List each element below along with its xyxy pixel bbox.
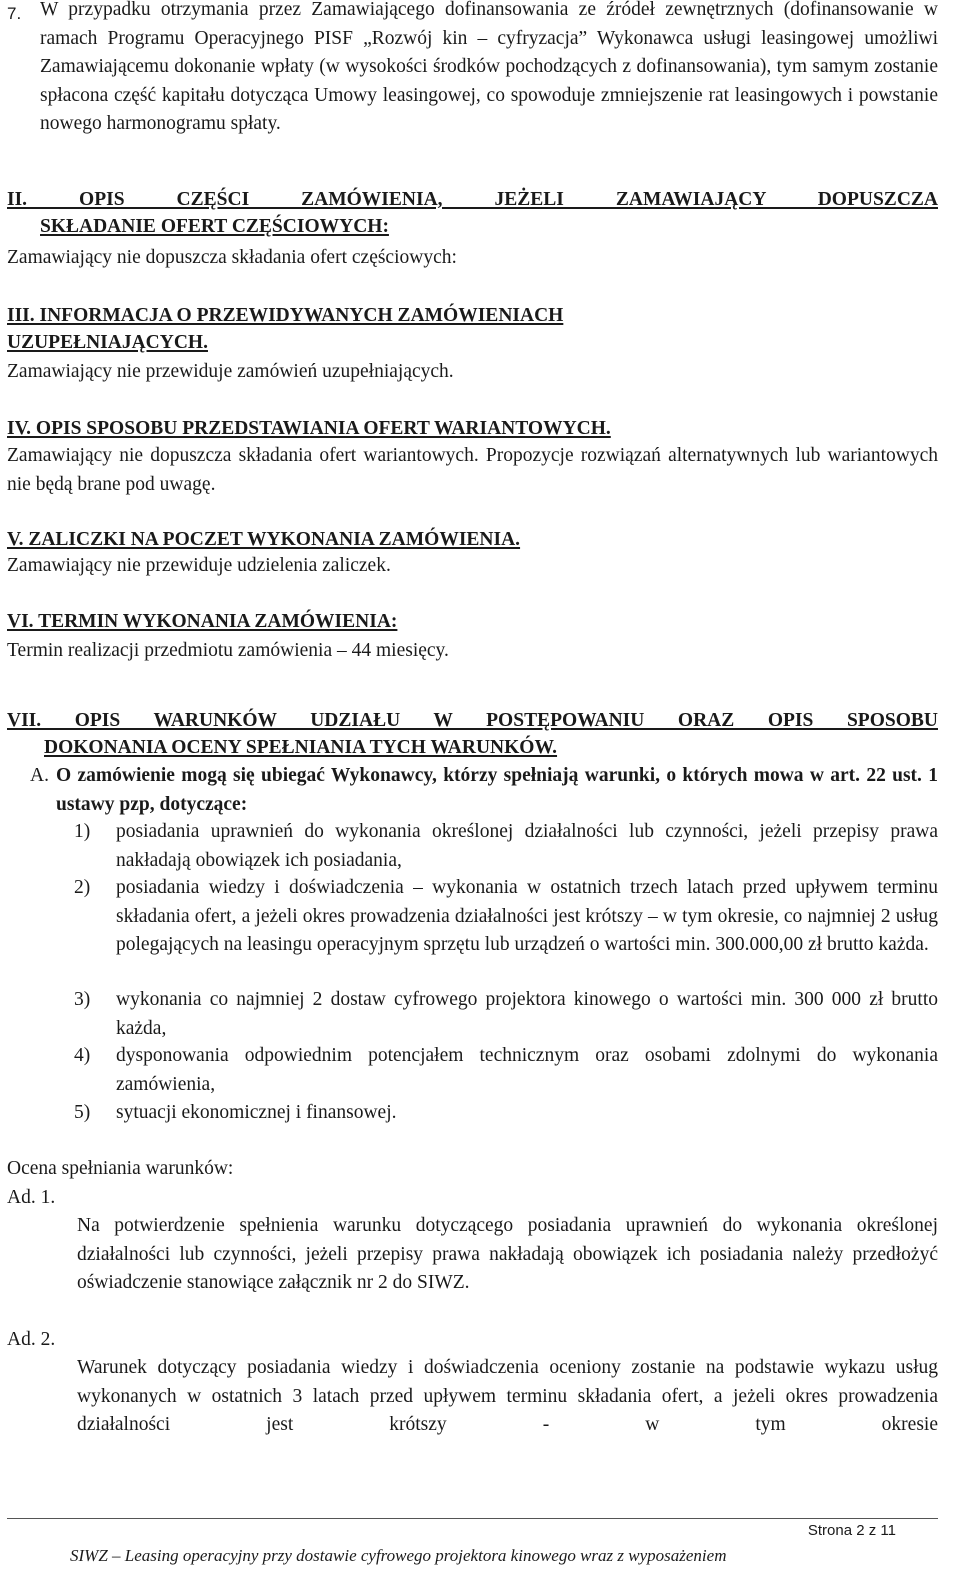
item-7-number: 7. [7, 4, 22, 23]
section-6-heading [7, 608, 938, 635]
item-7-text: W przypadku otrzymania przez Zamawiającego dofinansowania ze źródeł zewnętrznych (dofinansowanie w ramach Programu Operacyjnego PISF „Rozwój kin – cyfryzacja” Wykonawca usługi leasingowej umożliwi Zamawiającemu dokonanie wpłaty (w wysokości środków pochodzących z dofinansowania), tym samym zostanie spłacona część kapitału dotycząca Umowy leasingowej, co spowoduje zmniejszenie rat leasingowych i powstanie nowego harmonogramu spłaty. [40, 0, 938, 135]
ad-2-label: Ad. 2. [7, 1329, 56, 1350]
condition-item-1 [60, 818, 938, 875]
condition-item-3-number: 3) [74, 989, 91, 1010]
condition-item-3-text: wykonania co najmniej 2 dostaw cyfrowego projektora kinowego o wartości min. 300 000 zł brutto każda, [116, 989, 938, 1039]
section-3-heading-line2: UZUPEŁNIAJĄCYCH. [7, 332, 208, 353]
condition-item-5-text: sytuacji ekonomicznej i finansowej. [116, 1102, 397, 1123]
condition-item-2-text: posiadania wiedzy i doświadczenia – wykonania w ostatnich trzech latach przed upływem terminu składania ofert, a jeżeli okres prowadzenia działalności jest krótszy – w tym okresie, co najmniej 2 usług polegających na leasingu operacyjnym sprzętu lub urządzeń o wartości min. 300.000,00 zł brutto każda. [116, 877, 938, 956]
section-2-heading-line2: SKŁADANIE OFERT CZĘŚCIOWYCH: [40, 216, 389, 237]
ad-1-text: Na potwierdzenie spełnienia warunku dotyczącego posiadania uprawnień do wykonania określonej działalności lub czynności, jeżeli przepisy prawa nakładają obowiązek ich posiadania należy przedłożyć oświadczenie stanowiące załącznik nr 2 do SIWZ. [77, 1215, 938, 1294]
condition-a-text: O zamówienie mogą się ubiegać Wykonawcy, którzy spełniają warunki, o których mowa w art. 22 ust. 1 ustawy pzp, dotyczące: [56, 765, 938, 815]
section-3-heading-line1: III. INFORMACJA O PRZEWIDYWANYCH ZAMÓWIENIACH [7, 305, 564, 326]
section-4-text: Zamawiający nie dopuszcza składania ofert wariantowych. Propozycje rozwiązań alternatywnych lub wariantowych nie będą brane pod uwagę. [7, 445, 938, 495]
condition-item-2-number: 2) [74, 877, 91, 898]
page-number: Strona 2 z 11 [807, 1522, 896, 1539]
footer-title: SIWZ – Leasing operacyjny przy dostawie cyfrowego projektora kinowego wraz z wyposażeniem [70, 1546, 727, 1565]
condition-item-4 [60, 1042, 938, 1099]
section-4-heading-text: IV. OPIS SPOSOBU PRZEDSTAWIANIA OFERT WARIANTOWYCH. [7, 418, 611, 439]
condition-item-1-number: 1) [74, 821, 91, 842]
section-5-heading-text: V. ZALICZKI NA POCZET WYKONANIA ZAMÓWIENIA. [7, 529, 521, 550]
section-6-text: Termin realizacji przedmiotu zamówienia – 44 miesięcy. [7, 640, 449, 661]
condition-item-5-number: 5) [74, 1102, 91, 1123]
condition-item-4-number: 4) [74, 1045, 91, 1066]
section-2-heading-line1: II. OPIS CZĘŚCI ZAMÓWIENIA, JEŻELI ZAMAWIAJĄCY DOPUSZCZA [7, 189, 938, 210]
section-7-heading-line2: DOKONANIA OCENY SPEŁNIANIA TYCH WARUNKÓW. [44, 737, 558, 758]
section-2-heading [7, 186, 938, 240]
condition-a-letter: A. [30, 765, 49, 786]
condition-item-2 [60, 874, 938, 960]
section-5-heading [7, 526, 938, 553]
section-2-text: Zamawiający nie dopuszcza składania ofert częściowych: [7, 247, 457, 268]
section-5-text: Zamawiający nie przewiduje udzielenia zaliczek. [7, 555, 391, 576]
section-3-text: Zamawiający nie przewiduje zamówień uzupełniających. [7, 361, 454, 382]
ad-1-label: Ad. 1. [7, 1187, 56, 1208]
section-7-heading [7, 707, 938, 761]
footer-divider [7, 1518, 938, 1519]
section-6-heading-text: VI. TERMIN WYKONANIA ZAMÓWIENIA: [7, 611, 398, 632]
section-4-heading [7, 415, 938, 442]
condition-item-5 [60, 1099, 938, 1128]
section-7-heading-line1: VII. OPIS WARUNKÓW UDZIAŁU W POSTĘPOWANIU ORAZ OPIS SPOSOBU [7, 710, 938, 731]
condition-item-4-text: dysponowania odpowiednim potencjałem technicznym oraz osobami zdolnymi do wykonania zamówienia, [116, 1045, 938, 1095]
condition-item-1-text: posiadania uprawnień do wykonania określonej działalności lub czynności, jeżeli przepisy prawa nakładają obowiązek ich posiadania, [116, 821, 938, 871]
evaluation-label: Ocena spełniania warunków: [7, 1158, 234, 1179]
ad-2-text: Warunek dotyczący posiadania wiedzy i doświadczenia oceniony zostanie na podstawie wykazu usług wykonanych w ostatnich 3 latach przed upływem terminu składania ofert, a jeżeli okres prowadzenia działalności jest krótszy - w tym okresie [77, 1357, 938, 1436]
section-3-heading [7, 302, 938, 356]
condition-item-3 [60, 986, 938, 1043]
